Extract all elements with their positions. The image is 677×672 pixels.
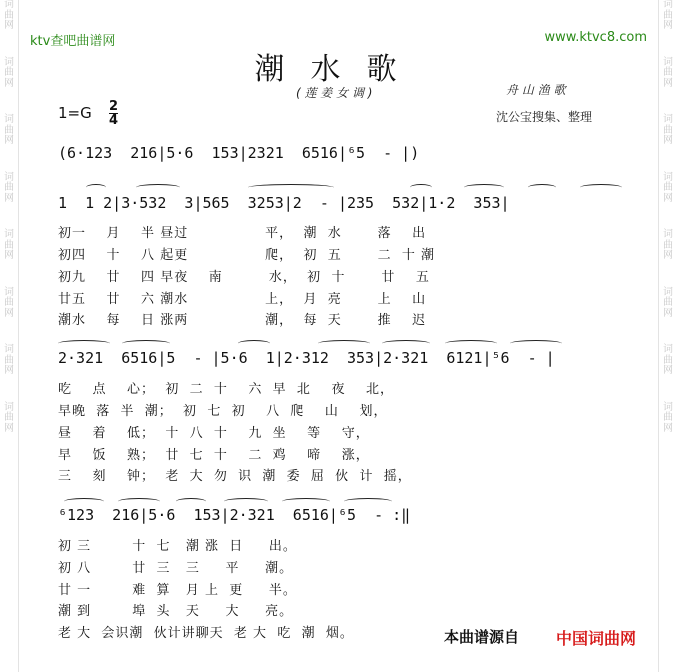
watermark-glyph: 曲 xyxy=(4,182,14,193)
watermark-glyph: 词 xyxy=(4,229,14,240)
song-title: 潮水歌 xyxy=(254,52,423,87)
lyric-line: 初一 月 半 昼过 平， 潮 水 落 出 xyxy=(58,226,427,241)
watermark-glyph: 曲 xyxy=(663,239,673,251)
slur-mark xyxy=(282,498,330,505)
watermark-glyph: 曲 xyxy=(4,67,14,78)
watermark-glyph: 词 xyxy=(663,286,673,298)
site-url-right[interactable]: www.ktvc8.com xyxy=(544,30,647,45)
watermark-glyph: 词 xyxy=(4,171,14,183)
watermark-glyph: 网 xyxy=(4,365,14,376)
slur-mark xyxy=(122,340,170,347)
watermark-glyph: 网 xyxy=(4,307,14,319)
time-bottom: 4 xyxy=(109,113,119,128)
tune-subtitle: ( 莲 姜 女 调 ) xyxy=(296,86,373,100)
slur-mark xyxy=(176,498,206,505)
watermark-glyph: 词 xyxy=(4,0,14,10)
watermark-glyph: 网 xyxy=(4,192,14,204)
watermark-glyph: 曲 xyxy=(4,124,14,136)
collector-credit: 沈公宝搜集、整理 xyxy=(496,110,593,124)
watermark-glyph: 曲 xyxy=(4,354,14,366)
intro-notation: (6·123 216|5·6 153|2321 6516|⁶5 - |) xyxy=(58,144,420,162)
watermark-glyph: 词 xyxy=(663,344,673,355)
lyric-line: 早晚 落 半 潮； 初 七 初 八 爬 山 划， xyxy=(58,404,388,419)
watermark-glyph: 曲 xyxy=(663,9,673,21)
watermark-glyph: 网 xyxy=(663,77,673,89)
line3-notation: ⁶123 216|5·6 153|2·321 6516|⁶5 - :‖ xyxy=(58,506,411,524)
watermark-glyph: 曲 xyxy=(663,412,673,423)
watermark-glyph: 网 xyxy=(663,192,673,204)
line2-notation: 2·321 6516|5 - |5·6 1|2·312 353|2·321 6121|⁵6 - | xyxy=(58,349,555,367)
watermark-glyph: 词 xyxy=(4,344,14,355)
watermark-glyph: 曲 xyxy=(4,297,14,308)
lyric-line: 吃 点 心； 初 二 十 六 早 北 夜 北， xyxy=(58,382,394,397)
lyric-line: 早 饭 熟； 廿 七 十 二 鸡 啼 涨， xyxy=(58,448,370,463)
slur-mark xyxy=(580,184,622,191)
watermark-glyph: 曲 xyxy=(4,412,14,423)
slur-mark xyxy=(118,498,160,505)
lyric-line: 昼 着 低； 十 八 十 九 坐 等 守， xyxy=(58,426,370,441)
song-origin: 舟 山 渔 歌 xyxy=(506,83,566,97)
watermark-glyph: 网 xyxy=(663,20,673,31)
watermark-right xyxy=(658,0,677,672)
lyric-line: 潮 到 埠 头 天 大 亮。 xyxy=(58,604,294,619)
slur-mark xyxy=(410,184,432,191)
watermark-glyph: 曲 xyxy=(663,297,673,308)
site-name-left[interactable]: ktv查吧曲谱网 xyxy=(30,34,116,49)
slur-mark xyxy=(382,340,430,347)
time-signature xyxy=(109,100,118,127)
key-signature: 1=G xyxy=(58,104,92,122)
watermark-glyph: 网 xyxy=(4,250,14,261)
watermark-glyph: 曲 xyxy=(663,354,673,366)
lyric-line: 初四 十 八 起更 爬， 初 五 二 十 潮 xyxy=(58,248,436,263)
slur-mark xyxy=(136,184,180,191)
slur-mark xyxy=(86,184,106,191)
watermark-glyph: 曲 xyxy=(663,182,673,193)
slur-mark xyxy=(318,340,370,347)
watermark-glyph: 网 xyxy=(4,20,14,31)
lyric-line: 三 刻 钟； 老 大 勿 识 潮 委 屈 伙 计 摇， xyxy=(58,469,412,484)
lyric-line: 廿五 廿 六 潮水 上， 月 亮 上 山 xyxy=(58,292,427,307)
watermark-glyph: 网 xyxy=(4,77,14,89)
slur-mark xyxy=(224,498,268,505)
slur-mark xyxy=(64,498,104,505)
slur-mark xyxy=(464,184,504,191)
slur-mark xyxy=(510,340,562,347)
watermark-glyph: 词 xyxy=(663,56,673,68)
watermark-glyph: 网 xyxy=(663,365,673,376)
slur-mark xyxy=(238,340,270,347)
slur-mark xyxy=(528,184,556,191)
line1-notation: 1 1 2|3·532 3|565 3253|2 - |235 532|1·2 353| xyxy=(58,194,510,212)
lyric-line: 初 八 廿 三 三 平 潮。 xyxy=(58,561,294,576)
watermark-left xyxy=(0,0,19,672)
watermark-glyph: 曲 xyxy=(4,239,14,251)
lyric-line: 初 三 十 七 潮 涨 日 出。 xyxy=(58,539,297,554)
watermark-glyph: 词 xyxy=(663,401,673,413)
watermark-glyph: 词 xyxy=(4,56,14,68)
watermark-glyph: 曲 xyxy=(4,9,14,21)
watermark-glyph: 词 xyxy=(663,171,673,183)
watermark-glyph: 词 xyxy=(4,114,14,125)
watermark-glyph: 词 xyxy=(663,229,673,240)
lyric-line: 潮水 每 日 涨两 潮， 每 天 推 迟 xyxy=(58,313,427,328)
watermark-glyph: 网 xyxy=(4,422,14,434)
slur-mark xyxy=(344,498,392,505)
lyric-line: 初九 廿 四 早夜 南 水， 初 十 廿 五 xyxy=(58,270,430,285)
watermark-glyph: 曲 xyxy=(663,124,673,136)
slur-mark xyxy=(445,340,497,347)
watermark-glyph: 词 xyxy=(663,114,673,125)
watermark-glyph: 曲 xyxy=(663,67,673,78)
time-top: 2 xyxy=(109,99,119,114)
watermark-glyph: 网 xyxy=(663,422,673,434)
source-site-name[interactable]: 中国词曲网 xyxy=(556,629,637,648)
slur-mark xyxy=(58,340,110,347)
lyric-line: 老 大 会识潮 伙计讲聊天 老 大 吃 潮 烟。 xyxy=(58,626,354,641)
watermark-glyph: 词 xyxy=(4,401,14,413)
watermark-glyph: 网 xyxy=(663,135,673,146)
watermark-glyph: 词 xyxy=(663,0,673,10)
watermark-glyph: 网 xyxy=(663,307,673,319)
watermark-glyph: 网 xyxy=(663,250,673,261)
watermark-glyph: 网 xyxy=(4,135,14,146)
source-credit-label: 本曲谱源自 xyxy=(444,628,520,646)
lyric-line: 廿 一 难 算 月 上 更 半。 xyxy=(58,583,297,598)
watermark-glyph: 词 xyxy=(4,286,14,298)
slur-mark xyxy=(248,184,334,191)
